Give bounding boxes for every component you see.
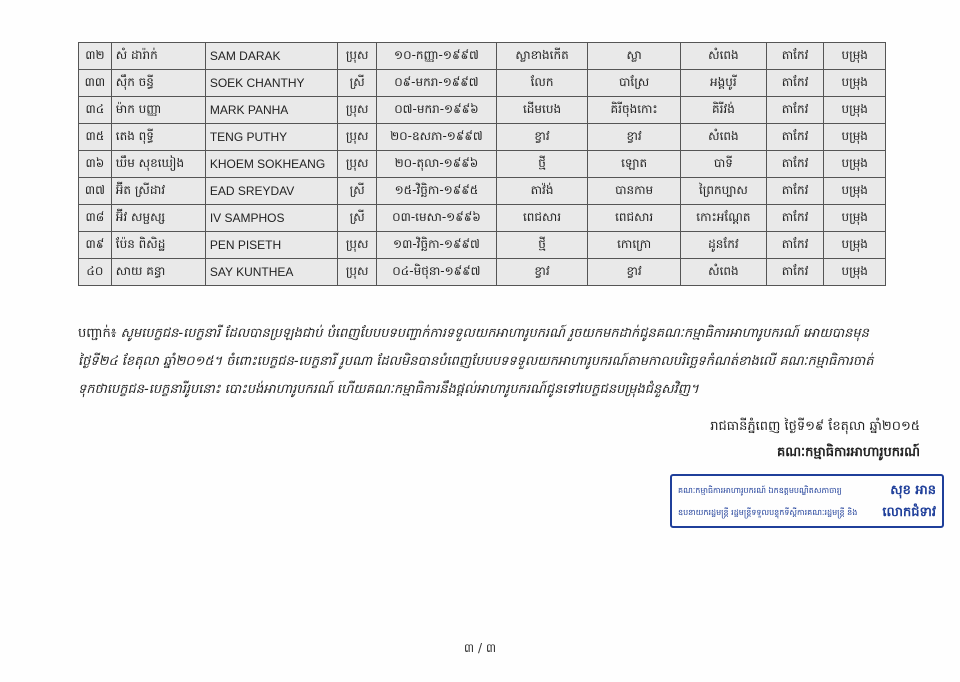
stamp-line1-text: គណៈកម្មាធិការអាហារូបករណ៍ ឯកឧត្តមបណ្ឌិតសភាចារ្យ — [678, 486, 842, 495]
committee-name: គណៈកម្មាធិការអាហារូបករណ៍ — [777, 445, 920, 460]
cell-result-status: បម្រុង — [824, 259, 886, 286]
cell-district: គិរីវង់ — [681, 97, 767, 124]
cell-row-number: ៤០ — [79, 259, 112, 286]
cell-name-latin: SAY KUNTHEA — [205, 259, 338, 286]
cell-name-latin: KHOEM SOKHEANG — [205, 151, 338, 178]
table-row — [79, 43, 886, 70]
cell-row-number: ៣៩ — [79, 232, 112, 259]
cell-province: តាកែវ — [766, 151, 824, 178]
stamp-row-1 — [678, 480, 936, 502]
cell-village: ពេជសារ — [496, 205, 587, 232]
cell-district: សំពេង — [681, 43, 767, 70]
cell-sex: ស្រី — [338, 178, 377, 205]
cell-row-number: ៣៨ — [79, 205, 112, 232]
cell-name-latin: SAM DARAK — [205, 43, 338, 70]
cell-sex: ប្រុស — [338, 97, 377, 124]
cell-sex: ប្រុស — [338, 232, 377, 259]
cell-date-of-birth: ២០-ឧសភា-១៩៩៧ — [376, 124, 496, 151]
cell-commune: ស្លា — [588, 43, 681, 70]
cell-result-status: បម្រុង — [824, 43, 886, 70]
cell-row-number: ៣៣ — [79, 70, 112, 97]
cell-sex: ប្រុស — [338, 43, 377, 70]
cell-name-latin: MARK PANHA — [205, 97, 338, 124]
cell-village: ថ្មី — [496, 232, 587, 259]
stamp-row-2 — [678, 502, 936, 524]
cell-district: កោះអណ្តែត — [681, 205, 767, 232]
cell-district: សំពេង — [681, 259, 767, 286]
cell-sex: ប្រុស — [338, 259, 377, 286]
table-row — [79, 232, 886, 259]
cell-date-of-birth: ២០-តុលា-១៩៩៦ — [376, 151, 496, 178]
cell-name-latin: TENG PUTHY — [205, 124, 338, 151]
page-number: ៣ / ៣ — [463, 641, 497, 655]
cell-result-status: បម្រុង — [824, 205, 886, 232]
cell-commune: បាស្រែ — [588, 70, 681, 97]
cell-result-status: បម្រុង — [824, 178, 886, 205]
notice-paragraph — [78, 320, 890, 404]
cell-province: តាកែវ — [766, 97, 824, 124]
cell-district: ដូនកែវ — [681, 232, 767, 259]
cell-name-latin: IV SAMPHOS — [205, 205, 338, 232]
cell-province: តាកែវ — [766, 205, 824, 232]
cell-name-latin: EAD SREYDAV — [205, 178, 338, 205]
cell-name-latin: PEN PISETH — [205, 232, 338, 259]
cell-name-khmer: ប៉ែន ពិសិដ្ឋ — [111, 232, 205, 259]
cell-name-latin: SOEK CHANTHY — [205, 70, 338, 97]
cell-result-status: បម្រុង — [824, 124, 886, 151]
cell-district: អង្គបូរី — [681, 70, 767, 97]
cell-result-status: បម្រុង — [824, 232, 886, 259]
cell-name-khmer: តេង ពុទ្ធី — [111, 124, 205, 151]
cell-province: តាកែវ — [766, 70, 824, 97]
roster-body — [79, 43, 886, 286]
cell-sex: ប្រុស — [338, 151, 377, 178]
cell-row-number: ៣៦ — [79, 151, 112, 178]
cell-name-khmer: សំ ដារ៉ាក់ — [111, 43, 205, 70]
cell-village: ស្លាខាងកើត — [496, 43, 587, 70]
cell-province: តាកែវ — [766, 43, 824, 70]
cell-sex: ស្រី — [338, 205, 377, 232]
table-row — [79, 97, 886, 124]
notice-label: បញ្ជាក់៖ — [78, 326, 117, 341]
cell-result-status: បម្រុង — [824, 151, 886, 178]
cell-village: ខ្វាវ — [496, 259, 587, 286]
cell-row-number: ៣២ — [79, 43, 112, 70]
cell-commune: ខ្វាវ — [588, 259, 681, 286]
cell-date-of-birth: ១៥-វិច្ឆិកា-១៩៩៥ — [376, 178, 496, 205]
cell-result-status: បម្រុង — [824, 70, 886, 97]
signature-block — [620, 414, 920, 466]
cell-commune: ពេជសារ — [588, 205, 681, 232]
cell-name-khmer: ម៉ាក បញ្ញា — [111, 97, 205, 124]
stamp-line1-name: សុខ អាន — [890, 482, 936, 498]
cell-row-number: ៣៤ — [79, 97, 112, 124]
cell-name-khmer: សាយ គន្ធា — [111, 259, 205, 286]
cell-commune: ខ្វាវ — [588, 124, 681, 151]
cell-date-of-birth: ១០-កញ្ញា-១៩៩៧ — [376, 43, 496, 70]
cell-district: បាទី — [681, 151, 767, 178]
cell-village: ខ្វាវ — [496, 124, 587, 151]
cell-date-of-birth: ០៩-មករា-១៩៩៧ — [376, 70, 496, 97]
cell-district: ព្រៃកប្បាស — [681, 178, 767, 205]
cell-name-khmer: អ៊ីវ សម្ផស្ស — [111, 205, 205, 232]
cell-district: សំពេង — [681, 124, 767, 151]
cell-date-of-birth: ០៣-មេសា-១៩៩៦ — [376, 205, 496, 232]
cell-province: តាកែវ — [766, 232, 824, 259]
cell-name-khmer: ស៊ឹក ចន្ធី — [111, 70, 205, 97]
cell-result-status: បម្រុង — [824, 97, 886, 124]
table-row — [79, 124, 886, 151]
cell-province: តាកែវ — [766, 124, 824, 151]
cell-province: តាកែវ — [766, 178, 824, 205]
cell-date-of-birth: ០៤-មិថុនា-១៩៩៧ — [376, 259, 496, 286]
official-stamp — [670, 474, 944, 528]
cell-village: ថ្មី — [496, 151, 587, 178]
cell-province: តាកែវ — [766, 259, 824, 286]
scholarship-roster-table — [78, 42, 886, 286]
table-row — [79, 151, 886, 178]
cell-commune: ឡោត — [588, 151, 681, 178]
cell-date-of-birth: ០៧-មករា-១៩៩៦ — [376, 97, 496, 124]
cell-date-of-birth: ១៣-វិច្ឆិកា-១៩៩៧ — [376, 232, 496, 259]
cell-name-khmer: ឃឹម សុខឃៀង — [111, 151, 205, 178]
cell-sex: ប្រុស — [338, 124, 377, 151]
cell-row-number: ៣៥ — [79, 124, 112, 151]
stamp-line2-text: ឧបនាយករដ្ឋមន្ត្រី រដ្ឋមន្ត្រីទទួលបន្ទុកទីស្តីការគណៈរដ្ឋមន្ត្រី និង — [678, 508, 858, 517]
stamp-line2-name: លោកជំទាវ — [882, 504, 936, 520]
cell-name-khmer: អ៊ីត ស្រីដាវ — [111, 178, 205, 205]
cell-commune: គិរីចុងកោះ — [588, 97, 681, 124]
cell-row-number: ៣៧ — [79, 178, 112, 205]
cell-commune: បានកាម — [588, 178, 681, 205]
table-row — [79, 178, 886, 205]
cell-sex: ស្រី — [338, 70, 377, 97]
cell-village: លែក — [496, 70, 587, 97]
date-line: រាជធានីភ្នំពេញ ថ្ងៃទី១៩ ខែតុលា ឆ្នាំ២០១៥ — [710, 419, 920, 434]
cell-commune: កោក្រោ — [588, 232, 681, 259]
table-row — [79, 205, 886, 232]
notice-text: សូមបេក្ខជន-បេក្ខនារី ដែលបានប្រឡងជាប់ បំពេញបែបបទបញ្ជាក់ការទទួលយកអាហារូបករណ៍ រួចយកមកដាក់ជូនគណៈកម្មាធិការអាហារូបករណ៍ អោយបានមុនថ្ងៃទី២៤ ខែតុលា ឆ្នាំ២០១៥។ ចំពោះបេក្ខជន-បេក្ខនារី រូបណា ដែលមិនបានបំពេញបែបបទទទួលយកអាហារូបករណ៍តាមកាលបរិច្ឆេទកំណត់ខាងលើ គណៈកម្មាធិការចាត់ទុកថាបេក្ខជន-បេក្ខនារីរូបនោះ បោះបង់អាហារូបករណ៍ ហើយគណៈកម្មាធិការនឹងផ្តល់អាហារូបករណ៍ជូនទៅបេក្ខជនបម្រុងជំនួសវិញ។ — [78, 326, 874, 397]
cell-village: ដើមបេង — [496, 97, 587, 124]
table-row — [79, 259, 886, 286]
table-row — [79, 70, 886, 97]
cell-village: តាវ៉ង់ — [496, 178, 587, 205]
